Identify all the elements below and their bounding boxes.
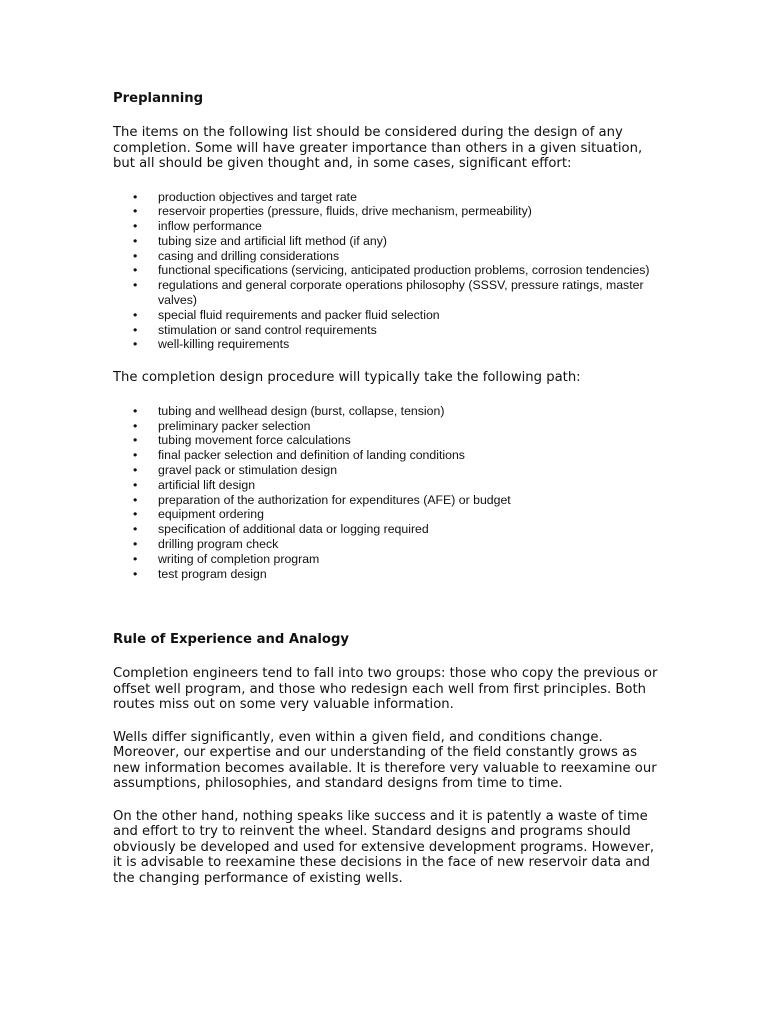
bullet-icon: • <box>133 433 138 448</box>
bullet-icon: • <box>133 219 138 234</box>
bullet-icon: • <box>133 418 138 433</box>
considerations-list <box>113 190 663 353</box>
bullet-icon: • <box>133 522 138 537</box>
experience-paragraph-1: Completion engineers tend to fall into two groups: those who copy the previous or offset well program, and those who redesign each well from first principles. Both routes miss out on some very valuable information. <box>113 666 658 713</box>
document-page <box>113 91 663 886</box>
list-item: • preliminary packer selection <box>133 418 311 433</box>
bullet-icon: • <box>133 189 138 204</box>
bullet-icon: • <box>133 278 138 293</box>
bullet-icon: • <box>133 248 138 263</box>
bullet-icon: • <box>133 507 138 522</box>
list-item: • test program design <box>133 566 267 581</box>
list-item: • functional specifications (servicing, anticipated production problems, corrosion tendencies) <box>133 263 650 278</box>
bullet-icon: • <box>133 337 138 352</box>
list-item: • final packer selection and definition of landing conditions <box>133 448 465 463</box>
list-item: • tubing movement force calculations <box>133 433 351 448</box>
bullet-icon: • <box>133 566 138 581</box>
list-item: • stimulation or sand control requirements <box>133 322 377 337</box>
bullet-icon: • <box>133 403 138 418</box>
bullet-icon: • <box>133 492 138 507</box>
list-item: • well-killing requirements <box>133 337 290 352</box>
list-item: • tubing and wellhead design (burst, collapse, tension) <box>133 403 445 418</box>
bullet-icon: • <box>133 551 138 566</box>
list-item: • artificial lift design <box>133 477 256 492</box>
bullet-icon: • <box>133 322 138 337</box>
list-item: • specification of additional data or logging required <box>133 522 429 537</box>
experience-heading: Rule of Experience and Analogy <box>113 632 350 648</box>
bullet-icon: • <box>133 448 138 463</box>
list-item: • writing of completion program <box>133 551 320 566</box>
list-item: • special fluid requirements and packer fluid selection <box>133 307 440 322</box>
path-intro: The completion design procedure will typically take the following path: <box>113 370 581 386</box>
experience-paragraph-3: On the other hand, nothing speaks like success and it is patently a waste of time and effort to try to reinvent the wheel. Standard designs and programs should obviously be developed and used for extensive development programs. However, it is advisable to reexamine these decisions in the face of new reservoir data and the changing performance of existing wells. <box>113 808 655 886</box>
bullet-icon: • <box>133 462 138 477</box>
list-item: • equipment ordering <box>133 507 264 522</box>
bullet-icon: • <box>133 263 138 278</box>
bullet-icon: • <box>133 536 138 551</box>
bullet-icon: • <box>133 204 138 219</box>
preplanning-heading: Preplanning <box>113 91 204 106</box>
bullet-icon: • <box>133 477 138 492</box>
list-item: • regulations and general corporate operations philosophy (SSSV, pressure ratings, master valves) <box>133 278 644 308</box>
preplanning-intro: The items on the following list should be considered during the design of any completion. Some will have greater importance than others in a given situation, but all should be given thought and, in some cases, significant effort: <box>113 125 643 171</box>
design-path-list <box>113 404 663 582</box>
list-item: • preparation of the authorization for expenditures (AFE) or budget <box>133 492 511 507</box>
bullet-icon: • <box>133 307 138 322</box>
list-item: • inflow performance <box>133 219 262 234</box>
bullet-icon: • <box>133 233 138 248</box>
list-item: • gravel pack or stimulation design <box>133 462 338 477</box>
list-item: • reservoir properties (pressure, fluids, drive mechanism, permeability) <box>133 204 532 219</box>
list-item: • production objectives and target rate <box>133 189 357 204</box>
list-item: • tubing size and artificial lift method (if any) <box>133 233 387 248</box>
list-item: • casing and drilling considerations <box>133 248 340 263</box>
experience-paragraph-2: Wells differ significantly, even within a given field, and conditions change. Moreover, our expertise and our understanding of the field constantly grows as new information becomes available. It is therefore very valuable to reexamine our assumptions, philosophies, and standard designs from time to time. <box>113 729 657 792</box>
list-item: • drilling program check <box>133 536 279 551</box>
